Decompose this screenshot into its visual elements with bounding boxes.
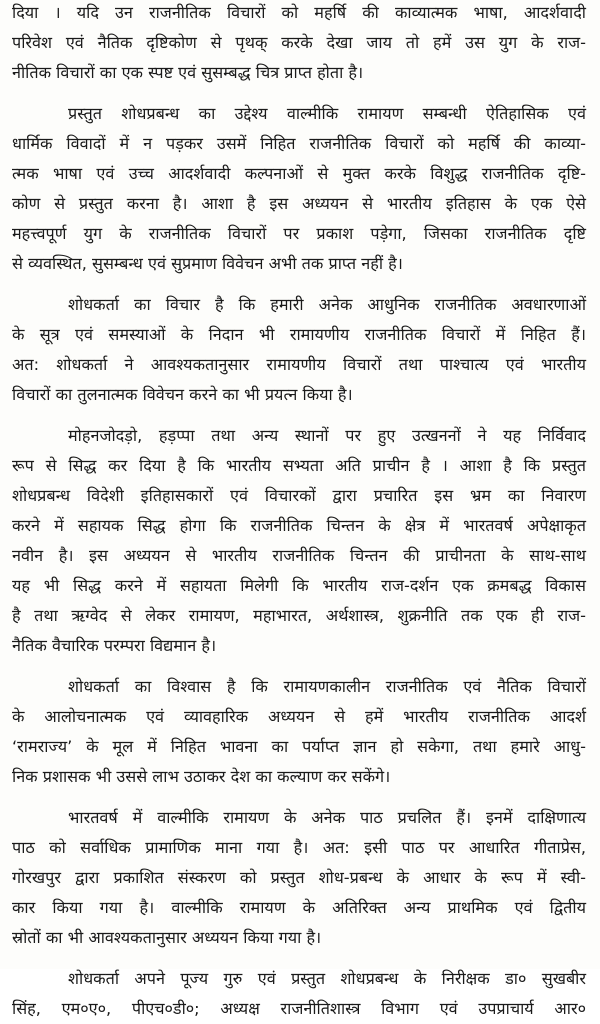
text-line: शोधकर्ता का विश्वास है कि रामायणकालीन राजनीतिक एवं नैतिक विचारों <box>68 677 586 696</box>
text-line: भारतवर्ष में वाल्मीकि रामायण के अनेक पाठ प्रचलित हैं। इनमें दाक्षिणात्य <box>68 808 586 827</box>
text-line: प्रस्तुत शोधप्रबन्ध का उद्देश्य वाल्मीकि रामायण सम्बन्धी ऐतिहासिक एवं <box>68 104 586 123</box>
paragraph-5 <box>12 672 586 792</box>
text-line: यह भी सिद्ध करने में सहायता मिलेगी कि भारतीय राज-दर्शन एक क्रमबद्ध विकास <box>12 576 586 595</box>
text-line: के सूत्र एवं समस्याओं के निदान भी रामायणीय राजनीतिक विचारों में निहित हैं। <box>12 325 586 344</box>
paragraph-4 <box>12 421 586 661</box>
text-line: शोधप्रबन्ध विदेशी इतिहासकारों एवं विचारकों द्वारा प्रचारित इस भ्रम का निवारण <box>12 486 586 505</box>
text-line: शोधकर्ता का विचार है कि हमारी अनेक आधुनिक राजनीतिक अवधारणाओं <box>68 295 586 314</box>
text-line: दिया । यदि उन राजनीतिक विचारों को महर्षि की काव्यात्मक भाषा, आदर्शवादी <box>12 3 586 22</box>
text-line: मोहनजोदड़ो, हड़प्पा तथा अन्य स्थानों पर हुए उत्खननों ने यह निर्विवाद <box>68 426 586 445</box>
paragraph-3 <box>12 290 586 410</box>
text-line: करने में सहायक सिद्ध होगा कि राजनीतिक चिन्तन के क्षेत्र में भारतवर्ष अपेक्षाकृत <box>12 516 586 535</box>
paragraph-1 <box>12 0 586 88</box>
text-line: त्मक भाषा एवं उच्च आदर्शवादी कल्पनाओं से मुक्त करके विशुद्ध राजनीतिक दृष्टि- <box>12 164 586 183</box>
text-line: विचारों का तुलनात्मक विवेचन करने का भी प्रयत्न किया है। <box>12 385 353 404</box>
text-line: के आलोचनात्मक एवं व्यावहारिक अध्ययन से हमें भारतीय राजनीतिक आदर्श <box>12 707 586 726</box>
text-line: गोरखपुर द्वारा प्रकाशित संस्करण को प्रस्तुत शोध-प्रबन्ध के आधार के रूप में स्वी- <box>12 868 586 887</box>
text-line: अत: शोधकर्ता ने आवश्यकतानुसार रामायणीय विचारों तथा पाश्चात्य एवं भारतीय <box>12 355 586 374</box>
paragraph-6 <box>12 803 586 953</box>
paragraph-7 <box>12 964 586 1024</box>
text-line: नीतिक विचारों का एक स्पष्ट एवं सुसम्बद्ध चित्र प्राप्त होता है। <box>12 63 364 82</box>
text-line: परिवेश एवं नैतिक दृष्टिकोण से पृथक् करके देखा जाय तो हमें उस युग के राज- <box>12 33 586 52</box>
text-line: कोण से प्रस्तुत करना है। आशा है इस अध्ययन से भारतीय इतिहास के एक ऐसे <box>12 194 586 213</box>
text-line: स्रोतों का भी आवश्यकतानुसार अध्ययन किया गया है। <box>12 928 322 947</box>
text-line: नैतिक वैचारिक परम्परा विद्यमान है। <box>12 636 217 655</box>
text-line: धार्मिक विवादों में न पड़कर उसमें निहित राजनीतिक विचारों को महर्षि की काव्या- <box>12 134 586 153</box>
text-line: रूप से सिद्ध कर दिया है कि भारतीय सभ्यता अति प्राचीन है । आशा है कि प्रस्तुत <box>12 456 586 475</box>
text-line: नवीन है। इस अध्ययन से भारतीय राजनीतिक चिन्तन की प्राचीनता के साथ-साथ <box>12 546 586 565</box>
paragraph-2 <box>12 99 586 279</box>
text-line: निक प्रशासक भी उससे लाभ उठाकर देश का कल्याण कर सकेंगे। <box>12 767 391 786</box>
text-line: से व्यवस्थित, सुसम्बन्ध एवं सुप्रमाण विवेचन अभी तक प्राप्त नहीं है। <box>12 254 403 273</box>
text-line: पाठ को सर्वाधिक प्रामाणिक माना गया है। अत: इसी पाठ पर आधारित गीताप्रेस, <box>12 838 586 857</box>
text-line: महत्त्वपूर्ण युग के राजनीतिक विचारों पर प्रकाश पड़ेगा, जिसका राजनीतिक दृष्टि <box>12 224 586 243</box>
text-line: शोधकर्ता अपने पूज्य गुरु एवं प्रस्तुत शोधप्रबन्ध के निरीक्षक डा० सुखबीर <box>68 969 586 988</box>
text-line: कार किया गया है। वाल्मीकि रामायण के अतिरिक्त अन्य प्राथमिक एवं द्वितीय <box>12 898 586 917</box>
text-line: सिंह, एम०ए०, पीएच०डी०; अध्यक्ष राजनीतिशास्त्र विभाग एवं उपप्राचार्य आर० <box>12 999 586 1018</box>
text-line: है तथा ऋग्वेद से लेकर रामायण, महाभारत, अर्थशास्त्र, शुक्रनीति तक एक ही राज- <box>12 606 586 625</box>
text-line: ‘रामराज्य’ के मूल में निहित भावना का पर्याप्त ज्ञान हो सकेगा, तथा हमारे आधु- <box>12 737 586 756</box>
